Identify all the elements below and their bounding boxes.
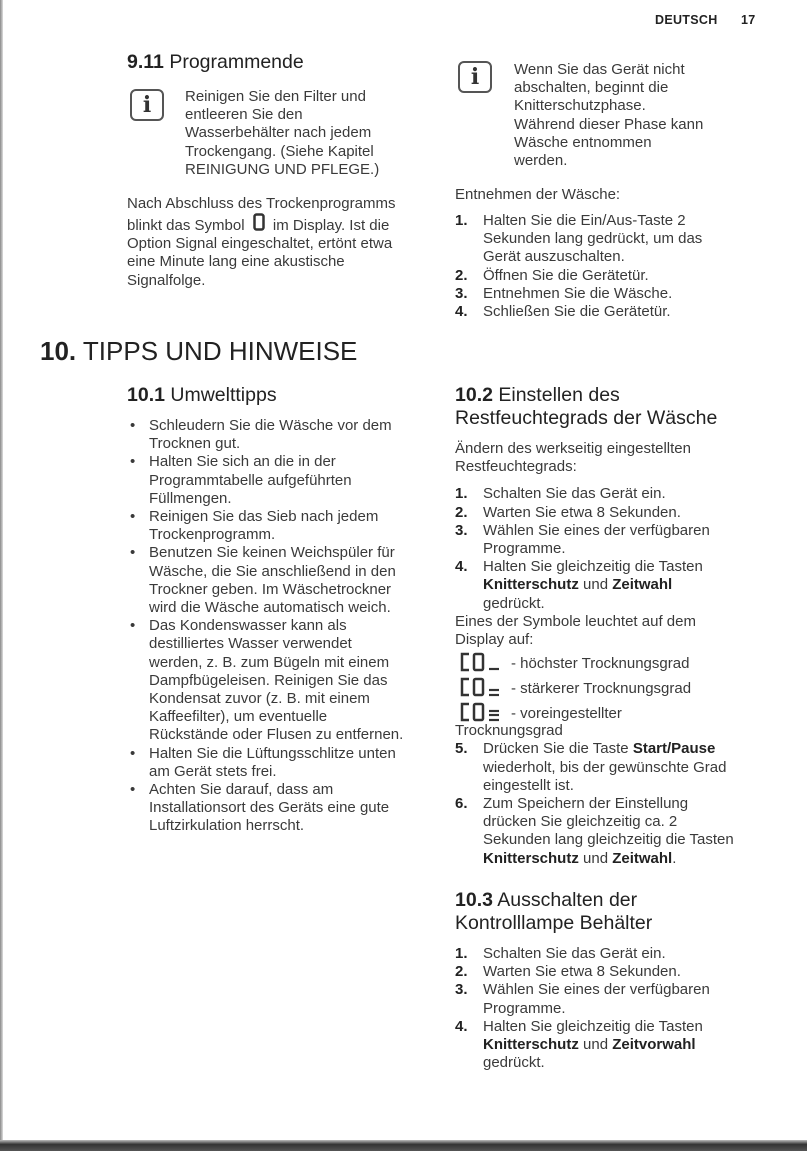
list-number: 3.: [455, 284, 468, 302]
text-line: werden.: [514, 152, 568, 170]
list-text: Programme.: [483, 999, 566, 1017]
list-text: Warten Sie etwa 8 Sekunden.: [483, 503, 681, 521]
list-text: Warten Sie etwa 8 Sekunden.: [483, 963, 681, 981]
text-line: eine Minute lang eine akustische: [127, 253, 345, 271]
list-item: [455, 981, 775, 1017]
indicator-off-instructions: [455, 945, 775, 1072]
list-item: [455, 285, 702, 303]
display-co-symbol-icon: [459, 652, 503, 672]
list-item: 5. Drücken Sie die Taste Start/Pause wiederholt, bis der gewünschte Grad eingestellt ist.: [455, 740, 727, 794]
symbol-description: - höchster Trocknungsgrad: [511, 655, 690, 673]
list-number: 2.: [455, 963, 468, 981]
list-number: 3.: [455, 981, 468, 999]
text-line: Trockengang. (Siehe Kapitel: [185, 142, 374, 160]
list-text: Programme.: [483, 540, 566, 558]
text-line: REINIGUNG UND PFLEGE.): [185, 160, 380, 178]
list-text: Halten Sie die Lüftungsschlitze unten: [149, 744, 396, 762]
list-text: am Gerät stets frei.: [149, 762, 277, 780]
list-text: Trockenprogramm.: [149, 526, 276, 544]
list-text: Wählen Sie eines der verfügbaren: [483, 521, 710, 539]
list-text: Reinigen Sie das Sieb nach jedem: [149, 508, 379, 526]
list-item: 6. Zum Speichern der Einstellung drücken Sie gleichzeitig ca. 2 Sekunden lang gleichzeitig die Tasten Knitterschutz und Zeitwahl.: [455, 795, 734, 867]
list-text: Schließen Sie die Gerätetür.: [483, 303, 671, 321]
info-icon: i: [130, 89, 164, 121]
list-text: Schleudern Sie die Wäsche vor dem: [149, 417, 392, 434]
list-text: Sekunden lang gedrückt, um das: [483, 230, 703, 248]
list-number: 4.: [455, 303, 468, 321]
list-text: Entnehmen Sie die Wäsche.: [483, 284, 673, 302]
residual-moisture-instructions: Ändern des werkseitig eingestellten Restfeuchtegrads: 1. Schalten Sie das Gerät ein. 2. Warten Sie etwa 8 Sekunden. 3. Wählen Sie eines der verfügbaren Programme. 4. Halten Sie gleichzeitig die Tasten Knitterschutz und Zeitwahl gedrückt. Eines der Symbole leuchtet auf dem Display auf: - höchster Trocknungsgrad - stärkerer Trocknungsgrad - voreingestellter Trocknungsgrad 5. Drücken Sie die Taste Start/Pause wiederholt, bis der gewünschte Grad eingestellt ist. 6. Zum Speichern der Einstellung drücken Sie gleichzeitig ca. 2 Sekunden lang gleichzeitig die Tasten Knitterschutz und Zeitwahl.: [455, 440, 775, 868]
list-text: Gerät auszuschalten.: [483, 248, 625, 266]
text-line: Restfeuchtegrads:: [455, 458, 577, 476]
list-text: werden, z. B. zum Bügeln mit einem: [149, 653, 390, 671]
text-line: Knitterschutzphase.: [514, 97, 646, 115]
list-text: destilliertes Wasser verwendet: [149, 635, 352, 653]
page-number: 17: [741, 13, 756, 27]
text-line: Eines der Symbole leuchtet auf dem: [455, 612, 696, 630]
header-language: DEUTSCH: [655, 13, 718, 27]
list-number: 3.: [455, 521, 468, 539]
text-line: Während dieser Phase kann: [514, 115, 704, 133]
list-text: Trockner geben. Im Wäschetrockner: [149, 580, 392, 598]
page-edge: [0, 0, 3, 1140]
display-zero-symbol: [253, 213, 265, 231]
info-note: [514, 61, 703, 170]
text-line: Reinigen Sie den Filter und: [185, 88, 366, 105]
list-text: Wäsche, die Sie anschließend in den: [149, 562, 396, 580]
list-text: Kondensat zuvor (z. B. mit einem: [149, 690, 370, 708]
info-note: [185, 88, 379, 179]
list-text: Halten Sie die Ein/Aus-Taste 2: [483, 212, 686, 229]
list-item: 4. Halten Sie gleichzeitig die Tasten Knitterschutz und Zeitvorwahl gedrückt.: [455, 1017, 703, 1072]
list-text: Programmtabelle aufgeführten: [149, 471, 352, 489]
list-text: Kaffeefilter), um eventuelle: [149, 708, 328, 726]
display-co-symbol-icon: [459, 702, 503, 722]
list-item: [127, 453, 403, 508]
list-item: [127, 617, 403, 744]
environment-tips: [127, 417, 403, 836]
list-text: Halten Sie sich an die in der: [149, 453, 336, 471]
symbol-description: - voreingestellter: [511, 705, 622, 723]
list-text: Schalten Sie das Gerät ein.: [483, 485, 666, 503]
text-line: entleeren Sie den: [185, 106, 303, 124]
list-number: 1.: [455, 485, 468, 503]
list-number: 1.: [455, 945, 468, 962]
display-co-symbol-icon: [459, 677, 503, 697]
list-text: wird die Wäsche automatisch weich.: [149, 599, 391, 617]
list-text: Installationsort des Geräts eine gute: [149, 799, 390, 817]
list-item: [455, 212, 702, 267]
list-item: [127, 508, 403, 544]
list-item: [127, 544, 403, 617]
list-item: [455, 963, 775, 981]
text-line: Display auf:: [455, 631, 534, 649]
unload-intro: Entnehmen der Wäsche:: [455, 186, 621, 203]
symbol-description: - stärkerer Trocknungsgrad: [511, 680, 692, 698]
list-item: [455, 485, 775, 503]
list-text: Dampfbügeleisen. Reinigen Sie das: [149, 671, 388, 689]
text-line: Wasserbehälter nach jedem: [185, 124, 372, 142]
section-heading-10-3: 10.3 Ausschalten der Kontrolllampe Behälter: [455, 889, 653, 934]
list-text: Schalten Sie das Gerät ein.: [483, 945, 666, 962]
text-line: abschalten, beginnt die: [514, 79, 669, 97]
symbol-row: [455, 676, 775, 701]
list-item: [455, 504, 775, 522]
list-number: 1.: [455, 212, 468, 229]
symbol-row: [455, 651, 775, 676]
text-line: Option Signal eingeschaltet, ertönt etwa: [127, 235, 393, 253]
list-text: Öffnen Sie die Gerätetür.: [483, 266, 649, 284]
section-heading-9-11: 9.11 Programmende: [127, 51, 304, 73]
list-item: [127, 745, 403, 781]
section-heading-10-1: 10.1 Umwelttipps: [127, 384, 277, 406]
info-icon: i: [458, 61, 492, 93]
unload-steps: [455, 212, 702, 321]
chapter-heading-10: 10. TIPPS UND HINWEISE: [40, 336, 358, 366]
list-text: Füllmengen.: [149, 489, 232, 507]
list-text: Trocknen gut.: [149, 435, 241, 453]
list-item: [127, 781, 403, 836]
list-number: 2.: [455, 266, 468, 284]
text-line: Wäsche entnommen: [514, 133, 652, 151]
list-item: [455, 945, 775, 963]
text-line: Signalfolge.: [127, 271, 206, 289]
list-item: [127, 417, 403, 453]
list-text: Achten Sie darauf, dass am: [149, 781, 334, 799]
list-number: 2.: [455, 503, 468, 521]
paragraph-program-end: Nach Abschluss des Trockenprogramms blinkt das Symbol im Display. Ist die Option Signal eingeschaltet, ertönt etwa eine Minute lang eine akustische Signalfolge.: [127, 195, 427, 290]
list-text: Das Kondenswasser kann als: [149, 617, 347, 635]
list-item: [455, 267, 702, 285]
section-heading-10-2: 10.2 Einstellen des Restfeuchtegrads der Wäsche: [455, 384, 718, 429]
list-text: Benutzen Sie keinen Weichspüler für: [149, 544, 395, 562]
list-text: Wählen Sie eines der verfügbaren: [483, 981, 710, 999]
text-line: Ändern des werkseitig eingestellten: [455, 440, 691, 457]
list-item: [455, 303, 702, 321]
list-item: [455, 522, 775, 558]
page-bottom-edge: [0, 1140, 807, 1151]
list-text: Rückstände oder Flusen zu entfernen.: [149, 726, 404, 744]
list-text: Luftzirkulation herrscht.: [149, 817, 305, 835]
text-line: Wenn Sie das Gerät nicht: [514, 61, 685, 78]
list-item: 4. Halten Sie gleichzeitig die Tasten Knitterschutz und Zeitwahl gedrückt.: [455, 558, 703, 612]
